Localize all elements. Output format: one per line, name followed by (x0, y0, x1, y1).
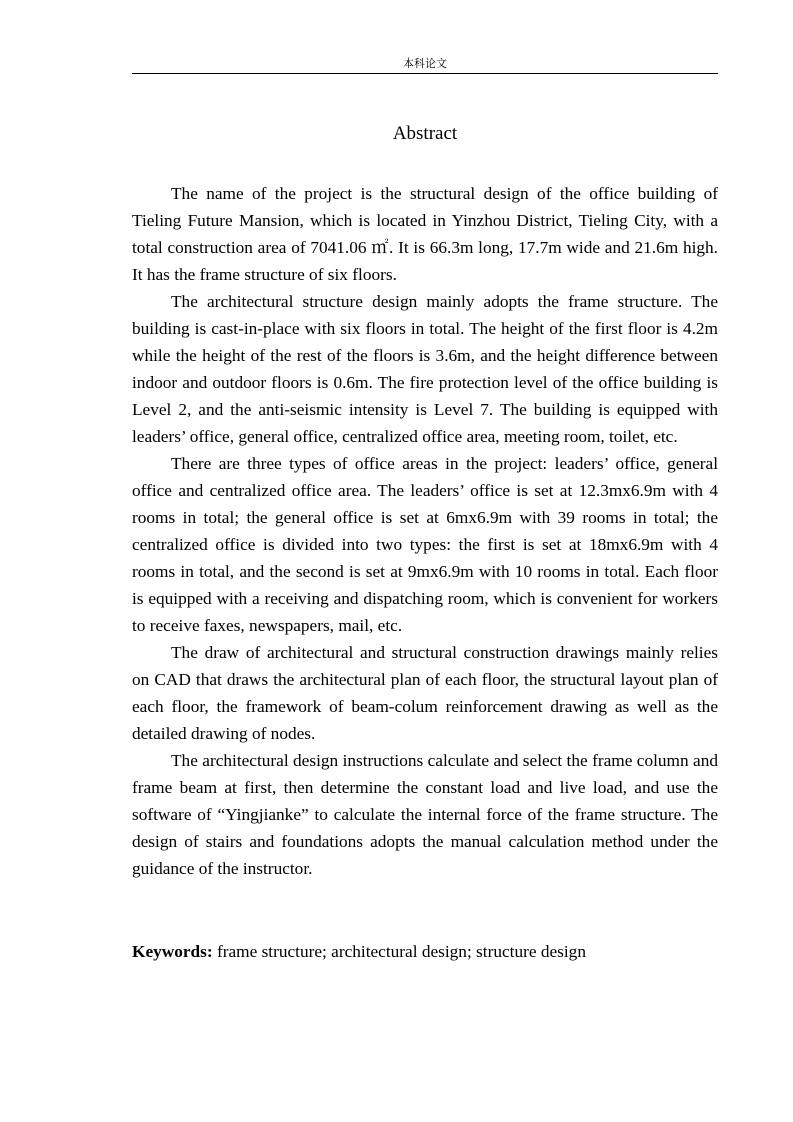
abstract-paragraph-2: The architectural structure design mainly adopts the frame structure. The building is cast-in-place with six floors in total. The height of the first floor is 4.2m while the height of the rest of the floors is 3.6m, and the height difference between indoor and outdoor floors is 0.6m. The fire protection level of the office building is Level 2, and the anti-seismic intensity is Level 7. The building is equipped with leaders’ office, general office, centralized office area, meeting room, toilet, etc. (132, 292, 718, 446)
header-rule (132, 73, 718, 74)
abstract-paragraph-5: The architectural design instructions calculate and select the frame column and frame beam at first, then determine the constant load and live load, and use the software of “Yingjianke” to calculate the internal force of the frame structure. The design of stairs and foundations adopts the manual calculation method under the guidance of the instructor. (132, 751, 718, 878)
abstract-title: Abstract (392, 123, 458, 144)
page-header: 本科论文 (403, 57, 447, 70)
abstract-paragraph-4: The draw of architectural and structural construction drawings mainly relies on CAD that draws the architectural plan of each floor, the structural layout plan of each floor, the framework of beam-colum reinforcement drawing as well as the detailed drawing of nodes. (132, 643, 718, 743)
abstract-body (132, 180, 718, 882)
keywords-label: Keywords: (132, 942, 213, 961)
keywords-text: frame structure; architectural design; structure design (212, 942, 586, 961)
keywords-line (132, 938, 718, 965)
abstract-paragraph-1: The name of the project is the structural design of the office building of Tieling Future Mansion, which is located in Yinzhou District, Tieling City, with a total construction area of 7041.06 ㎡. It is 66.3m long, 17.7m wide and 21.6m high. It has the frame structure of six floors. (132, 184, 718, 284)
abstract-paragraph-3: There are three types of office areas in the project: leaders’ office, general office and centralized office area. The leaders’ office is set at 12.3mx6.9m with 4 rooms in total; the general office is set at 6mx6.9m with 39 rooms in total; the centralized office is divided into two types: the first is set at 18mx6.9m with 4 rooms in total, and the second is set at 9mx6.9m with 10 rooms in total. Each floor is equipped with a receiving and dispatching room, which is convenient for workers to receive faxes, newspapers, mail, etc. (132, 454, 718, 635)
